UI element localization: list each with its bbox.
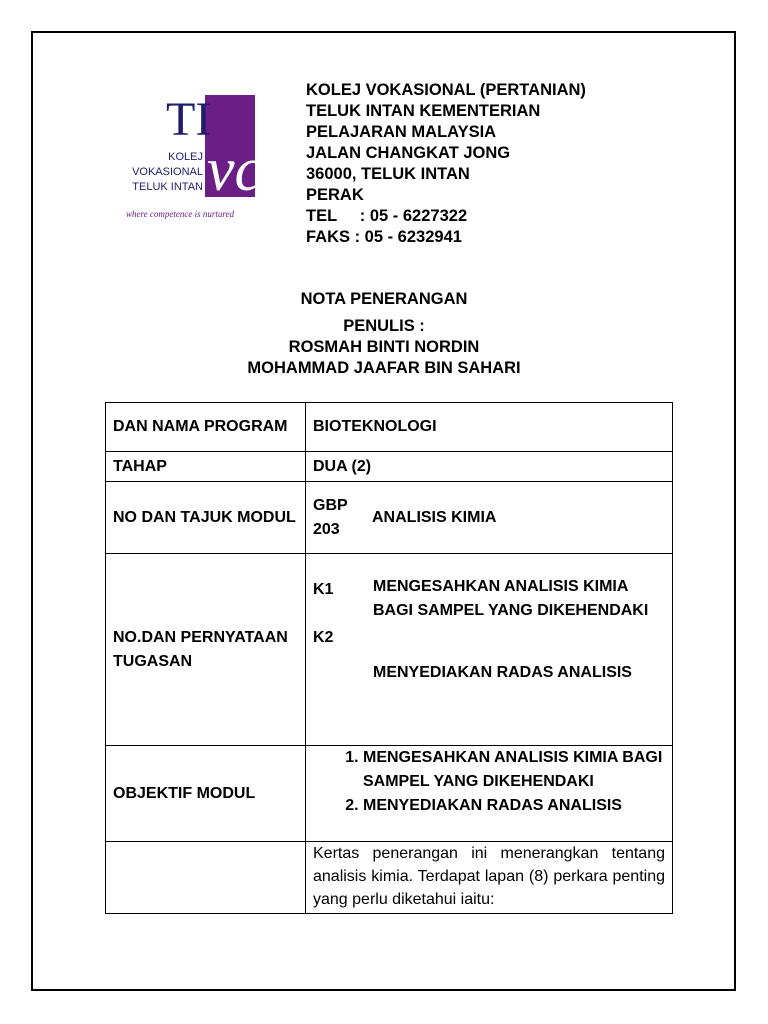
author-label: PENULIS : (343, 317, 425, 335)
table-row (106, 482, 673, 554)
logo-tagline: where competence is nurtured (126, 209, 235, 219)
module-code: GBP 203 (313, 496, 348, 538)
table-row (106, 403, 673, 452)
task-label: NO.DAN PERNYATAAN TUGASAN (106, 554, 306, 746)
objective-label: OBJEKTIF MODUL (106, 746, 306, 842)
level-label: TAHAP (106, 452, 306, 482)
task-text-1: MENGESAHKAN ANALISIS KIMIA BAGI SAMPEL YANG DIKEHENDAKI (373, 578, 649, 619)
objective-cell (306, 746, 673, 842)
task-code-k2: K2 (313, 629, 334, 646)
table-row (106, 554, 673, 746)
address-line: KOLEJ VOKASIONAL (PERTANIAN) (306, 81, 586, 99)
table-row (106, 842, 673, 914)
logo-letters-top: TI (166, 93, 212, 146)
table-row (106, 452, 673, 482)
module-title: ANALISIS KIMIA (372, 508, 497, 526)
logo-letters-side: vc (207, 136, 263, 204)
address-line: 36000, TELUK INTAN (306, 165, 470, 183)
module-info-table (105, 402, 673, 914)
task-cell (306, 554, 673, 746)
objective-item-1: 1. MENGESAHKAN ANALISIS KIMIA BAGI SAMPEL YANG DIKEHENDAKI (363, 746, 665, 794)
document-title: NOTA PENERANGAN (300, 290, 468, 308)
address-line: PERAK (306, 186, 364, 204)
program-label: DAN NAMA PROGRAM (106, 403, 306, 452)
task-code-k1: K1 (313, 581, 334, 598)
logo-line-2: VOKASIONAL (132, 166, 203, 178)
level-value: DUA (2) (306, 452, 673, 482)
empty-label-cell (106, 842, 306, 914)
objective-list (313, 746, 665, 818)
author-name-2: MOHAMMAD JAAFAR BIN SAHARI (247, 359, 521, 377)
college-logo (123, 90, 263, 225)
logo-line-1: KOLEJ (168, 151, 203, 163)
description-text: Kertas penerangan ini menerangkan tentang analisis kimia. Terdapat lapan (8) perkara penting yang perlu diketahui iaitu: (306, 842, 673, 914)
module-label: NO DAN TAJUK MODUL (106, 482, 306, 554)
program-value: BIOTEKNOLOGI (306, 403, 673, 452)
table-row (106, 746, 673, 842)
address-line: TELUK INTAN KEMENTERIAN (306, 102, 541, 120)
phone-line: TEL : 05 - 6227322 (306, 207, 468, 225)
fax-line: FAKS : 05 - 6232941 (306, 228, 462, 246)
address-line: JALAN CHANGKAT JONG (306, 144, 511, 162)
module-cell (306, 482, 673, 554)
task-text-2: MENYEDIAKAN RADAS ANALISIS (373, 664, 632, 681)
address-line: PELAJARAN MALAYSIA (306, 123, 497, 141)
college-address (306, 80, 586, 248)
objective-item-2: 2. MENYEDIAKAN RADAS ANALISIS (363, 794, 665, 818)
author-name-1: ROSMAH BINTI NORDIN (288, 338, 480, 356)
logo-line-3: TELUK INTAN (132, 181, 203, 193)
